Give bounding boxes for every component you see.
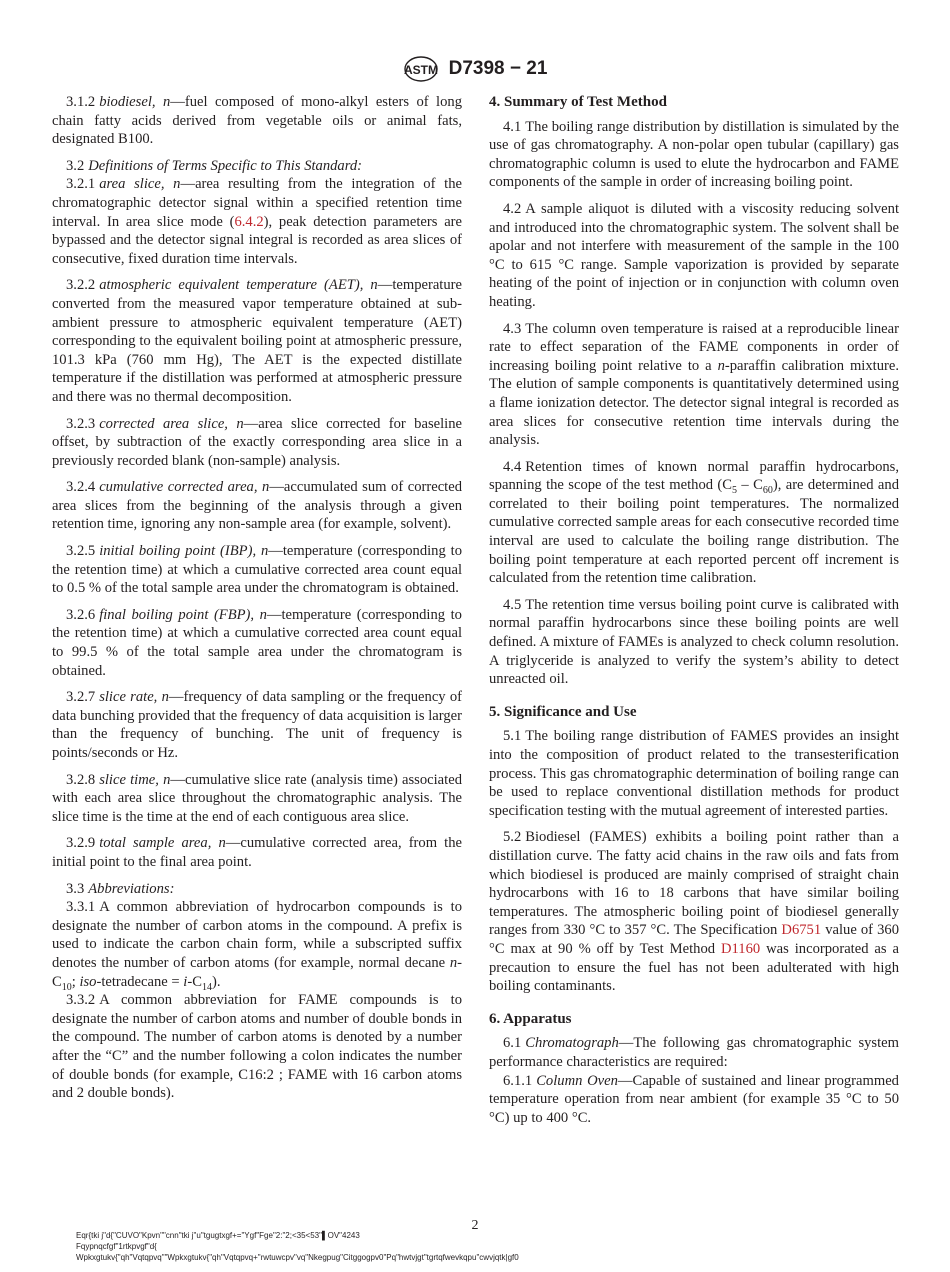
section-4-3: 4.3 The column oven temperature is raised at a reproducible linear rate to effect separation of the FAME components in order of increasing boiling point relative to a n-paraffin calibration mixture. The elution of sample components is quantitatively determined using a flame ionization detector. The detector signal integral is recorded as area slices for consecutive retention time intervals during the analysis.: [489, 320, 899, 449]
standard-designation: D7398 − 21: [448, 58, 548, 79]
footer-line-1: Eqr{tki j"d{"CUVO"Kpvn""cnn"tki j"u"tgugtxgf+="Ygf"Fge"2:"2;<35<53"▌OV"4243: [76, 1231, 360, 1240]
license-footer: [76, 1230, 519, 1263]
footer-line-3: Wpkxgtukv{"qh"Vqtqpvq""Wpkxgtukv{"qh"Vqtqpvq+"rwtuwcpv"vq"Nkegpug"Citggogpv0"Pq"hwtvjgt"tgrtqfwevkqpu"cwvjqtk|gf0: [76, 1253, 519, 1262]
astm-logo-icon: [403, 56, 439, 82]
section-3-3: 3.3 Abbreviations:: [66, 880, 175, 897]
right-column: [489, 93, 899, 1135]
section-3-2-9: 3.2.9 total sample area, n—cumulative corrected area, from the initial point to the final area point.: [52, 835, 462, 870]
section-5-heading: 5. Significance and Use: [489, 703, 637, 720]
section-3-1-2: 3.1.2 biodiesel, n—fuel composed of mono-alkyl esters of long chain fatty acids derived from vegetable oils or animal fats, designated B100.: [52, 94, 462, 148]
section-3-3-1: 3.3.1 A common abbreviation of hydrocarbon compounds is to designate the number of carbon atoms in the compound. A prefix is used to indicate the carbon chain form, while a subscripted suffix denotes the number of carbon atoms (for example, normal decane $n-C_{10}$; iso-tetradecane = $i-C_{14}$).: [52, 899, 462, 993]
section-5-2: 5.2 Biodiesel (FAMES) exhibits a boiling point rather than a distillation curve. The fatty acid chains in the raw oils and fats from which biodiesel is produced are mainly comprised of straight chain hydrocarbons with 16 to 18 carbons that have similar boiling temperatures. The atmospheric boiling point of biodiesel generally ranges from 330 °C to 357 °C. The Specification D6751 value of 360 °C max at 90 % off by Test Method D1160 was incorporated as a precaution to ensure the fuel has not been adulterated with high boiling contaminants.: [489, 829, 900, 995]
section-3-2-3: 3.2.3 corrected area slice, n—area slice corrected for baseline offset, by subtraction of the exactly corresponding area slice in a previously recorded blank (non-sample) analysis.: [52, 415, 462, 469]
link-d6751[interactable]: D6751: [781, 922, 822, 939]
section-3-2-6: 3.2.6 final boiling point (FBP), n—temperature (corresponding to the retention time) at which a cumulative corrected area count equal to 99.5 % of the total sample area under the chromatogram is obtained.: [52, 606, 462, 679]
section-3-2-7: 3.2.7 slice rate, n—frequency of data sampling or the frequency of data bunching provided that the frequency of data acquisition is larger than the frequency of bunching. The unit of frequency is points/seconds or Hz.: [52, 689, 462, 761]
section-5-1: 5.1 The boiling range distribution of FAMES provides an insight into the composition of product related to the transesterification process. This gas chromatographic determination of boiling range can be used to replace conventional distillation methods for product specification testing with the mutual agreement of interested parties.: [489, 728, 899, 819]
section-4-2: 4.2 A sample aliquot is diluted with a viscosity reducing solvent and introduced into the chromatographic system. The solvent shall be apolar and not interfere with measurement of the sample in the 100 °C to 615 °C range. Sample vaporization is provided by separate heating of the point of injection or in conjunction with column oven heating.: [489, 200, 899, 310]
section-3-2-4: 3.2.4 cumulative corrected area, n—accumulated sum of corrected area slices from the beginning of the analysis through a given retention time, ignoring any non-sample area (for example, solvent).: [52, 479, 463, 533]
section-4-4: 4.4 Retention times of known normal paraffin hydrocarbons, spanning the scope of the test method $(C_5 - C_{60})$, are determined and correlated to their boiling point temperatures. The normalized cumulative corrected sample areas for each consecutive recorded time interval are used to calculate the boiling range distribution. The boiling point temperature at each reported percent off increment is calculated from the retention time calibration.: [489, 458, 900, 587]
link-6-4-2[interactable]: 6.4.2: [234, 213, 264, 230]
section-4-1: 4.1 The boiling range distribution by distillation is simulated by the use of gas chromatography. A non-polar open tubular (capillary) gas chromatographic column is used to elute the hydrocarbon and FAME components of the sample in order of increasing boiling point.: [489, 118, 899, 191]
section-6-1: 6.1 Chromatograph—The following gas chromatographic system performance characteristics are required:: [489, 1035, 899, 1070]
svg-text:ASTM: ASTM: [403, 63, 438, 77]
section-3-2-5: 3.2.5 initial boiling point (IBP), n—temperature (corresponding to the retention time) at which a cumulative corrected area count equal to 0.5 % of the total sample area under the chromatogram is obtained.: [52, 543, 462, 597]
section-3-2: 3.2 Definitions of Terms Specific to This Standard:: [66, 157, 363, 174]
section-3-2-8: 3.2.8 slice time, n—cumulative slice rate (analysis time) associated with each area slice throughout the chromatographic analysis. The slice time is the time at the end of each contiguous area slice.: [52, 771, 462, 825]
section-3-2-1: 3.2.1 area slice, n—area resulting from the integration of the chromatographic detector signal within a specified retention time interval. In area slice mode (6.4.2), peak detection parameters are bypassed and the detector signal integral is recorded as area slices of consecutive, fixed duration time intervals.: [52, 176, 463, 267]
footer-line-2: Fqypnqcfgf"1rtkpvgf"d{: [76, 1242, 157, 1251]
section-6-1-1: 6.1.1 Column Oven—Capable of sustained and linear programmed temperature operation from near ambient (for example 35 °C to 50 °C) up to 400 °C.: [489, 1072, 899, 1126]
link-d1160[interactable]: D1160: [721, 940, 761, 957]
term: biodiesel, n: [99, 94, 171, 110]
page-number: 2: [471, 1218, 479, 1233]
section-3-3-2: 3.3.2 A common abbreviation for FAME compounds is to designate the number of carbon atoms and number of double bonds in the compound. The number of carbon atoms is denoted by a number after the “C” and the number following a colon indicates the number of double bonds (for example, C16:2 ; FAME with 16 carbon atoms and 2 double bonds).: [52, 992, 462, 1102]
left-column: [52, 93, 462, 1111]
section-4-5: 4.5 The retention time versus boiling point curve is calibrated with normal paraffin hydrocarbons since these boiling points are well defined. A mixture of FAMEs is analyzed to check column resolution. A triglyceride is analyzed to verify the system’s ability to detect unreacted oil.: [489, 596, 899, 688]
section-3-2-2: 3.2.2 atmospheric equivalent temperature (AET), n—temperature converted from the measured vapor temperature obtained at sub-ambient pressure to atmospheric equivalent temperature (AET) corresponding to the equivalent boiling point at atmospheric pressure, 101.3 kPa (760 mm Hg), The AET is the expected distillate temperature if the distillation was performed at atmospheric pressure and there was no thermal decomposition.: [52, 277, 462, 405]
section-6-heading: 6. Apparatus: [489, 1010, 572, 1027]
section-4-heading: 4. Summary of Test Method: [489, 94, 667, 110]
page-header: [0, 56, 950, 82]
